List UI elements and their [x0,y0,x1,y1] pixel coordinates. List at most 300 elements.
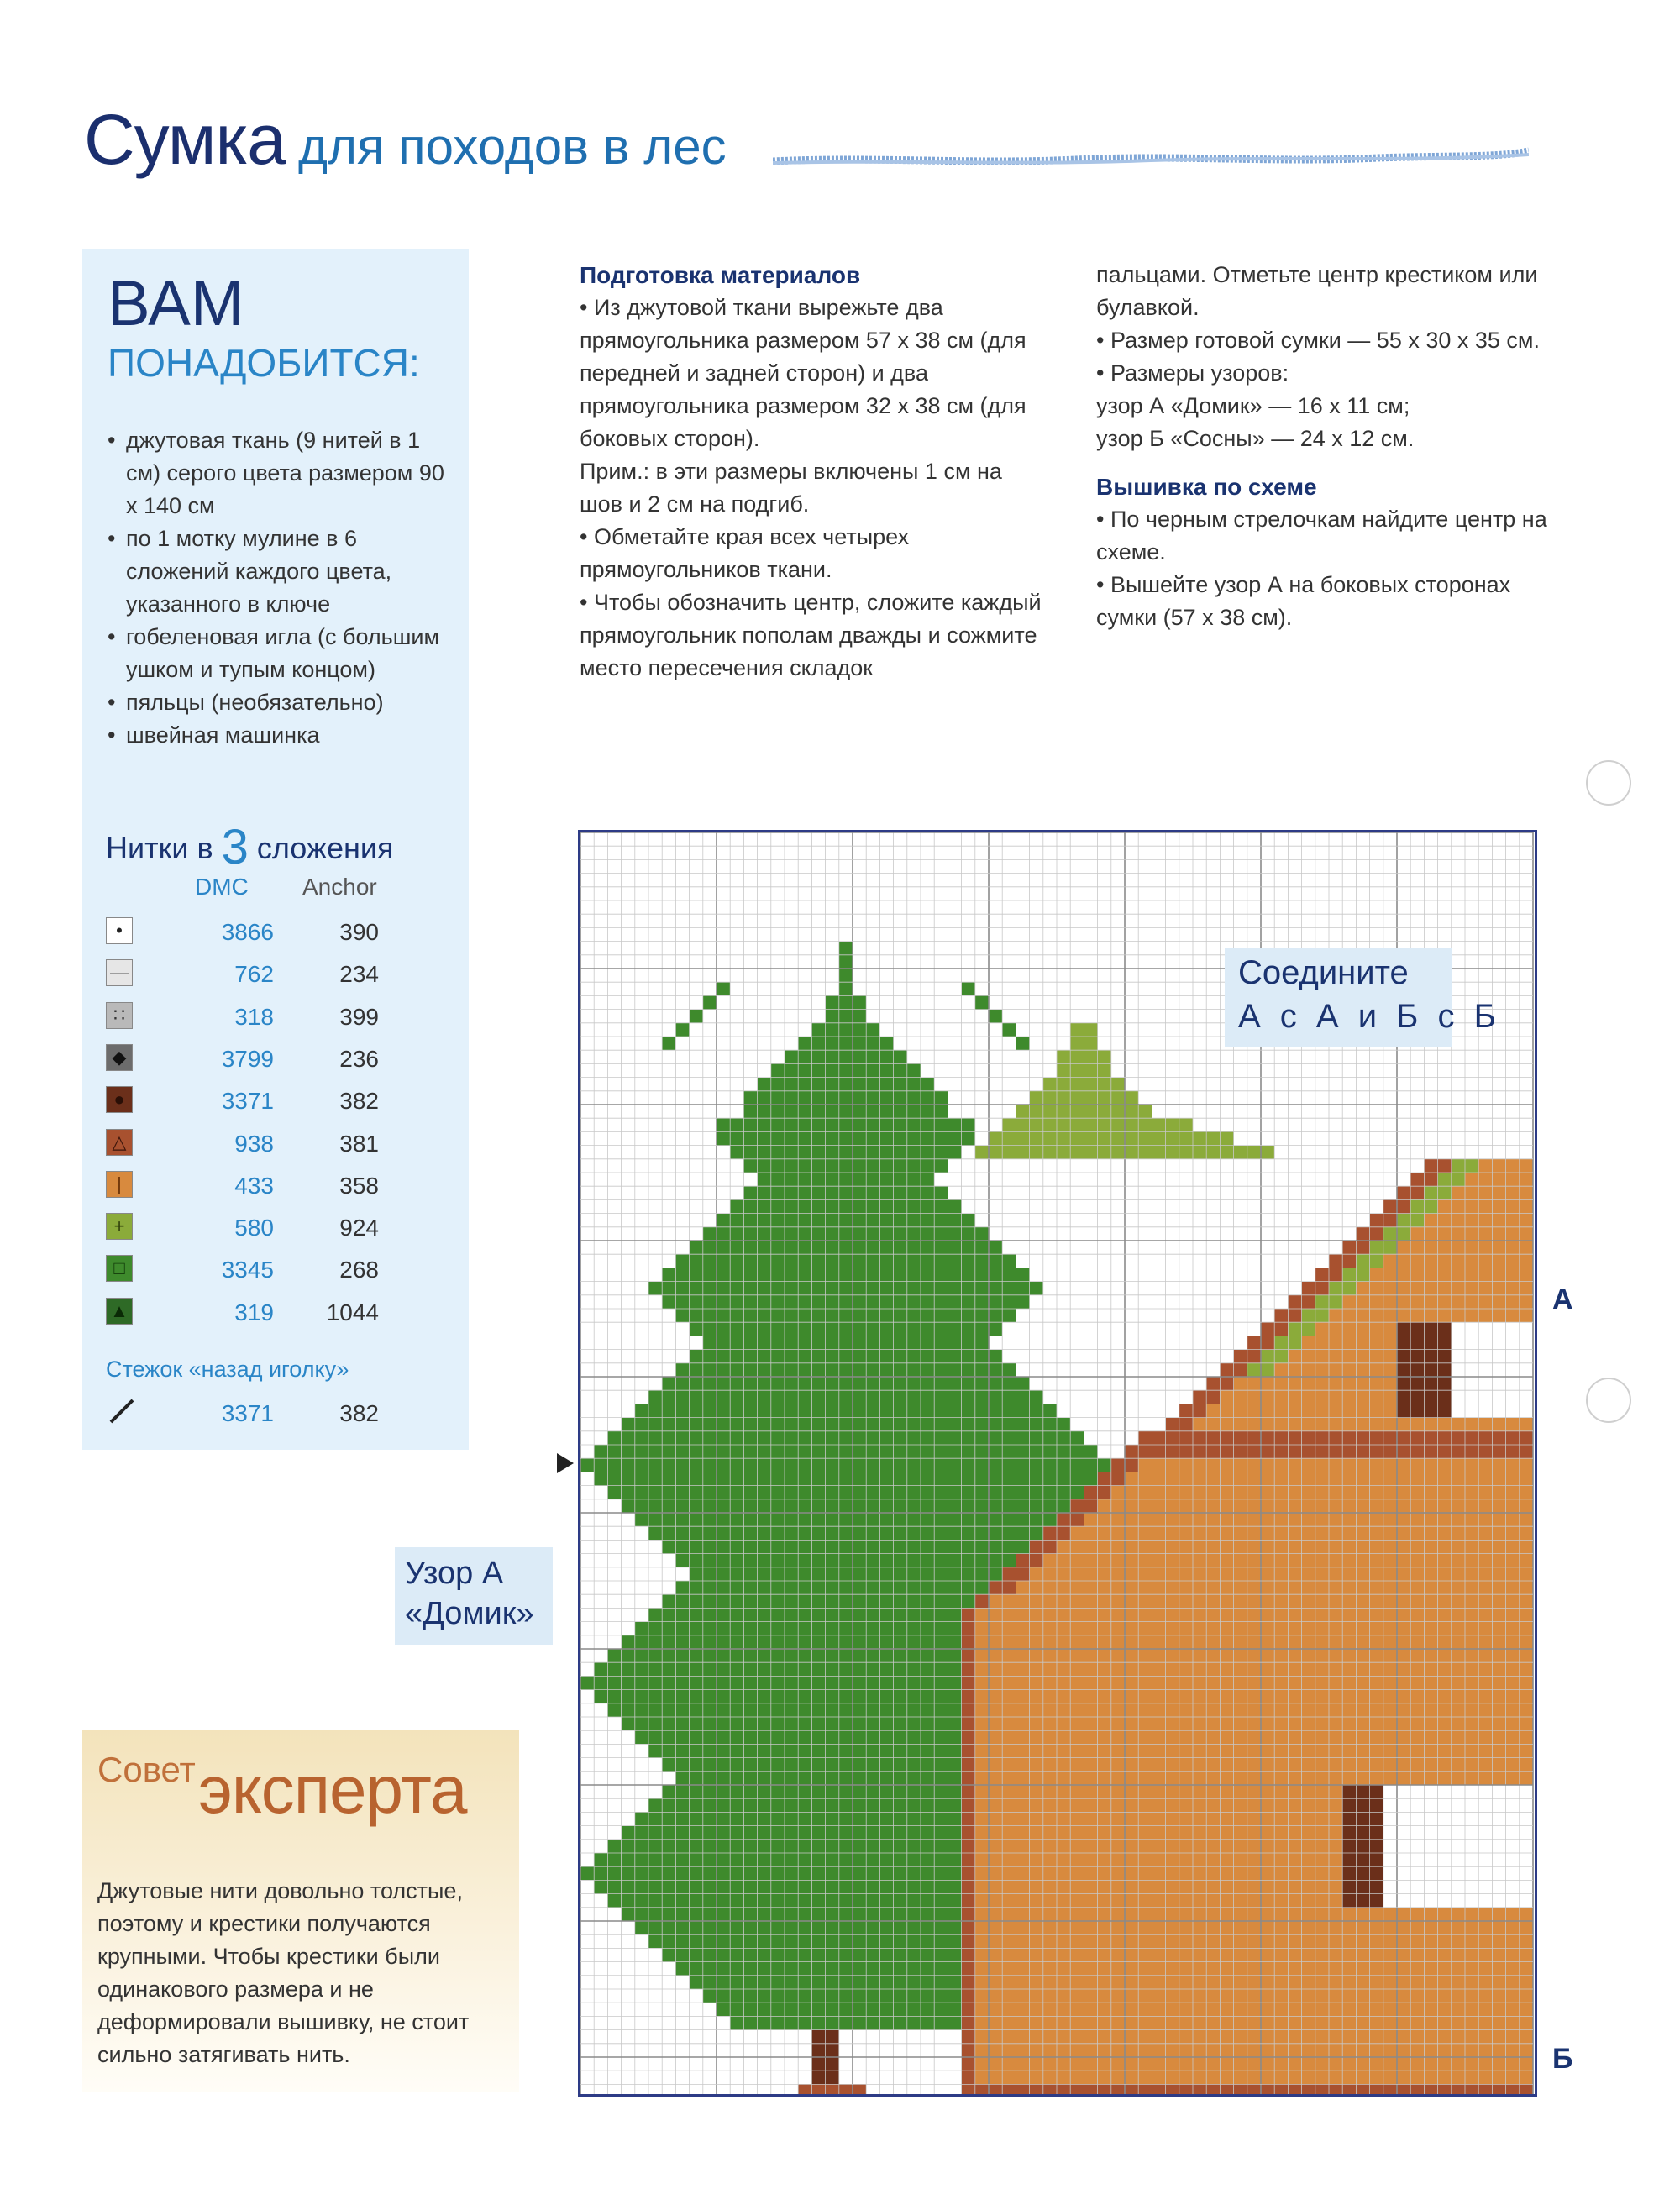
house-stitch [1383,1241,1397,1254]
light-green-stitch [1057,1050,1070,1063]
house-stitch [1261,1594,1274,1608]
tree-stitch [975,1554,989,1567]
tree-stitch [853,1798,866,1812]
tree-stitch [921,1458,934,1472]
house-stitch [1302,1322,1315,1336]
house-stitch [1111,1458,1125,1472]
house-stitch [962,1962,975,1976]
tree-stitch [703,1880,717,1893]
house-stitch [1424,1581,1437,1594]
window-stitch [1424,1363,1437,1377]
tree-stitch [853,1282,866,1295]
house-stitch [1492,2016,1505,2029]
house-stitch [1125,1499,1138,1513]
house-stitch [975,1717,989,1730]
house-stitch [1520,2030,1533,2044]
window-stitch [1356,1785,1369,1798]
tree-stitch [811,1295,825,1309]
house-stitch [1193,1690,1206,1703]
house-stitch [1520,1758,1533,1772]
tree-stitch [743,1772,757,1785]
tree-stitch [894,1322,907,1336]
house-stitch [1220,1690,1233,1703]
house-stitch [962,1662,975,1676]
tree-stitch [662,1866,675,1880]
tree-stitch [879,1526,893,1540]
house-stitch [1166,1894,1179,1908]
house-stitch [1247,1785,1261,1798]
tree-stitch [743,1581,757,1594]
trunk-stitch [826,2044,839,2057]
house-stitch [1111,1962,1125,1976]
house-stitch [1057,1921,1070,1934]
house-stitch [1057,1540,1070,1553]
tree-stitch [894,1676,907,1689]
tree-stitch [717,1486,730,1499]
house-stitch [1410,1227,1424,1241]
house-stitch [989,1785,1002,1798]
tree-stitch [921,1622,934,1635]
house-stitch [989,1948,1002,1961]
tree-stitch [853,1309,866,1322]
tree-stitch [921,1608,934,1621]
tree-stitch [662,1676,675,1689]
window-stitch [1492,1894,1505,1908]
house-stitch [1397,1948,1410,1961]
tree-stitch [879,1513,893,1526]
tree-stitch [690,1785,703,1798]
bag-size: • Размер готовой сумки — 55 х 30 х 35 см. [1096,328,1540,353]
house-stitch [1070,1703,1084,1717]
tree-stitch [811,1608,825,1621]
tree-stitch [690,1622,703,1635]
tree-stitch [690,1772,703,1785]
window-stitch [1424,1377,1437,1390]
tree-stitch [962,1418,975,1431]
house-stitch [1179,1472,1193,1485]
tree-stitch [675,1540,689,1553]
tree-stitch [826,1131,839,1145]
trunk-stitch [811,2084,825,2094]
house-stitch [1125,1730,1138,1744]
house-stitch [1098,1594,1111,1608]
house-stitch [1452,1458,1465,1472]
house-stitch [1302,1418,1315,1431]
tree-stitch [948,1526,961,1540]
window-stitch [1397,1880,1410,1893]
light-green-stitch [1084,1146,1097,1159]
tree-stitch [1043,1472,1057,1485]
house-stitch [1043,1934,1057,1948]
house-stitch [1166,1976,1179,1989]
house-stitch [1424,1690,1437,1703]
tree-stitch [921,1989,934,2003]
tree-stitch [826,1063,839,1077]
tree-stitch [907,1744,921,1757]
tree-stitch [662,1840,675,1853]
house-stitch [1492,1540,1505,1553]
house-stitch [1125,1908,1138,1921]
house-stitch [1247,1962,1261,1976]
tree-stitch [853,1649,866,1662]
tree-stitch [934,1976,948,1989]
tree-stitch [879,1186,893,1199]
house-stitch [1356,1254,1369,1268]
house-stitch [1138,1758,1152,1772]
house-stitch [1302,1499,1315,1513]
house-stitch [1070,1526,1084,1540]
motif-label-line2: «Домик» [405,1596,534,1631]
tree-stitch [934,1309,948,1322]
tree-stitch [962,1118,975,1131]
tree-stitch [743,1241,757,1254]
tree-stitch [921,1268,934,1281]
house-stitch [1152,1989,1165,2003]
house-stitch [1220,1363,1233,1377]
tree-stitch [717,1703,730,1717]
house-stitch [1070,2084,1084,2094]
window-stitch [1452,1880,1465,1893]
tree-stitch [866,1282,879,1295]
house-stitch [1342,1649,1356,1662]
anchor-number: 1044 [326,1299,379,1325]
house-stitch [1383,1934,1397,1948]
house-stitch [1030,1812,1043,1825]
tree-stitch [907,1282,921,1295]
house-stitch [1125,2030,1138,2044]
tree-stitch [798,1418,811,1431]
house-stitch [1397,1690,1410,1703]
house-stitch [1234,1989,1247,2003]
house-stitch [1247,1567,1261,1581]
house-stitch [1288,1472,1301,1485]
tree-stitch [826,1540,839,1553]
window-stitch [1520,1894,1533,1908]
tree-stitch [811,2016,825,2029]
window-stitch [1452,1785,1465,1798]
tree-stitch [866,1458,879,1472]
house-stitch [1342,1976,1356,1989]
window-stitch [1506,1894,1520,1908]
house-stitch [1452,1159,1465,1173]
tree-stitch [839,1227,853,1241]
tree-stitch [826,1649,839,1662]
house-stitch [1043,1948,1057,1961]
house-stitch [1315,1812,1329,1825]
embroidery-step: • По черным стрелочкам найдите центр на схеме. [1096,507,1547,564]
tree-stitch [907,1214,921,1227]
tree-stitch [717,1254,730,1268]
house-stitch [1016,1594,1029,1608]
window-stitch [1438,1350,1452,1363]
tree-stitch [622,1826,635,1840]
tree-stitch [758,1622,771,1635]
tree-stitch [894,1418,907,1431]
tree-stitch [690,1676,703,1689]
window-stitch [1424,1840,1437,1853]
house-stitch [1506,1717,1520,1730]
house-stitch [1070,1649,1084,1662]
house-stitch [1302,1866,1315,1880]
house-stitch [1452,1513,1465,1526]
house-stitch [1478,2084,1492,2094]
tree-stitch [879,1635,893,1649]
house-stitch [1247,1730,1261,1744]
house-stitch [1424,1976,1437,1989]
house-stitch [1030,1622,1043,1635]
house-stitch [1125,2071,1138,2084]
tree-stitch [717,1744,730,1757]
house-stitch [1220,1404,1233,1417]
tree-stitch [1016,1472,1029,1485]
tree-stitch [690,1840,703,1853]
tree-stitch [717,1445,730,1458]
house-stitch [1057,1826,1070,1840]
house-stitch [1016,1567,1029,1581]
house-stitch [1070,2071,1084,2084]
tree-stitch [690,1363,703,1377]
house-stitch [1179,1567,1193,1581]
tree-stitch [1098,1458,1111,1472]
house-stitch [1234,1350,1247,1363]
tree-stitch [607,1894,621,1908]
tree-stitch [948,1499,961,1513]
window-stitch [1370,1826,1383,1840]
house-stitch [1315,1268,1329,1281]
house-stitch [1098,1976,1111,1989]
tree-stitch [894,1268,907,1281]
tree-stitch [648,1798,662,1812]
tree-stitch [811,1921,825,1934]
tree-stitch [811,1131,825,1145]
house-stitch [1478,1241,1492,1254]
tree-stitch [648,1526,662,1540]
house-stitch [1302,1758,1315,1772]
light-green-stitch [1070,1146,1084,1159]
house-stitch [1329,1908,1342,1921]
window-stitch [1438,1322,1452,1336]
house-stitch [1329,1268,1342,1281]
house-stitch [1166,1880,1179,1893]
house-stitch [1506,1214,1520,1227]
house-stitch [1138,1594,1152,1608]
house-stitch [1016,1772,1029,1785]
window-stitch [1410,1853,1424,1866]
house-stitch [1070,1948,1084,1961]
house-stitch [1247,2003,1261,2016]
house-stitch [1302,2071,1315,2084]
house-stitch [1274,1336,1288,1349]
house-stitch [1383,1336,1397,1349]
tree-stitch [894,1622,907,1635]
tree-stitch [758,1377,771,1390]
house-stitch [1370,1554,1383,1567]
window-stitch [1465,1404,1478,1417]
house-stitch [1410,1513,1424,1526]
triangle-outline-symbol-icon: △ [106,1129,133,1156]
tree-stitch [826,1785,839,1798]
house-stitch [1138,2084,1152,2094]
light-green-stitch [1179,1118,1193,1131]
house-stitch [1234,1377,1247,1390]
tree-stitch [839,1866,853,1880]
window-stitch [1452,1363,1465,1377]
tree-stitch [907,1499,921,1513]
tree-stitch [798,1908,811,1921]
tree-stitch [758,1472,771,1485]
house-stitch [1138,1798,1152,1812]
window-stitch [1356,1812,1369,1825]
house-stitch [1520,2016,1533,2029]
tree-stitch [839,1608,853,1621]
house-stitch [1424,1268,1437,1281]
house-stitch [1193,1581,1206,1594]
tree-stitch [785,1730,798,1744]
house-stitch [1478,1159,1492,1173]
tree-stitch [894,1499,907,1513]
tree-stitch [921,1105,934,1118]
house-stitch [1492,2057,1505,2071]
tree-stitch [580,1676,594,1689]
house-stitch [1002,2003,1016,2016]
tree-stitch [785,1934,798,1948]
tree-stitch [730,1772,743,1785]
house-stitch [1302,1934,1315,1948]
tree-stitch [717,1608,730,1621]
tree-stitch [948,1826,961,1840]
house-stitch [1492,1499,1505,1513]
house-stitch [1138,1581,1152,1594]
tree-stitch [730,1309,743,1322]
tree-stitch [785,1826,798,1840]
house-stitch [1342,1268,1356,1281]
house-stitch [1206,1948,1220,1961]
house-stitch [1206,1526,1220,1540]
house-stitch [1370,1458,1383,1472]
light-green-stitch [1084,1023,1097,1037]
tree-stitch [948,1962,961,1976]
tree-stitch [798,1037,811,1050]
house-stitch [1465,1717,1478,1730]
house-stitch [975,1649,989,1662]
tree-stitch [607,1703,621,1717]
house-stitch [1166,1962,1179,1976]
tree-stitch [853,1037,866,1050]
tree-stitch [730,1962,743,1976]
tree-stitch [662,1390,675,1404]
tree-stitch [948,1758,961,1772]
house-stitch [1138,1690,1152,1703]
house-stitch [1261,1934,1274,1948]
backstitch-line-icon [108,1397,136,1425]
house-stitch [1315,1390,1329,1404]
house-stitch [1383,1948,1397,1961]
house-stitch [1288,1309,1301,1322]
tree-stitch [730,1295,743,1309]
tree-stitch [1002,1526,1016,1540]
tree-stitch [717,1404,730,1417]
tree-stitch [743,1282,757,1295]
tree-stitch [648,1404,662,1417]
house-stitch [1084,1826,1097,1840]
window-stitch [1438,1363,1452,1377]
tree-stitch [648,1880,662,1893]
tree-stitch [907,1445,921,1458]
house-stitch [1465,1744,1478,1757]
house-stitch [1016,1662,1029,1676]
tree-stitch [798,1962,811,1976]
house-stitch [1179,2084,1193,2094]
house-stitch [1520,1282,1533,1295]
tree-stitch [717,1554,730,1567]
house-stitch [1274,1608,1288,1621]
house-stitch [1383,1322,1397,1336]
window-stitch [1452,1390,1465,1404]
house-stitch [1520,2003,1533,2016]
tree-stitch [866,1676,879,1689]
plus-symbol-icon: + [106,1213,133,1240]
house-stitch [1261,1635,1274,1649]
window-stitch [1465,1377,1478,1390]
tree-stitch [866,1037,879,1050]
thread-key-row [106,994,459,1036]
tree-stitch [743,1730,757,1744]
thread-key-title: Нитки в 3 сложения [106,820,394,874]
tree-stitch [798,1840,811,1853]
house-stitch [1288,1458,1301,1472]
house-stitch [1492,1173,1505,1186]
house-stitch [1152,1581,1165,1594]
house-stitch [1274,1431,1288,1445]
house-stitch [1206,1840,1220,1853]
tree-stitch [798,1254,811,1268]
house-stitch [1070,1608,1084,1621]
house-stitch [1520,1744,1533,1757]
tree-stitch [607,1866,621,1880]
house-stitch [1234,1921,1247,1934]
tree-stitch [853,1390,866,1404]
tree-stitch [730,1513,743,1526]
house-stitch [1261,1880,1274,1893]
tree-stitch [675,1390,689,1404]
window-stitch [1506,1322,1520,1336]
house-stitch [1193,1431,1206,1445]
tree-stitch [648,1458,662,1472]
house-stitch [1329,1840,1342,1853]
tree-stitch [975,1282,989,1295]
light-green-stitch [1084,1105,1097,1118]
tree-stitch [743,1214,757,1227]
tree-stitch [1043,1486,1057,1499]
house-stitch [1193,1540,1206,1553]
window-stitch [1492,1853,1505,1866]
house-stitch [1397,1282,1410,1295]
house-stitch [1506,1662,1520,1676]
tree-stitch [743,1798,757,1812]
house-stitch [1002,1812,1016,1825]
tree-stitch [743,1309,757,1322]
tree-stitch [798,1540,811,1553]
tree-stitch [1030,1390,1043,1404]
tree-stitch [879,1282,893,1295]
house-stitch [1057,1785,1070,1798]
tree-stitch [962,1404,975,1417]
tree-stitch [798,1445,811,1458]
tree-stitch [879,1785,893,1798]
light-green-stitch [1043,1105,1057,1118]
tree-stitch [826,1853,839,1866]
house-stitch [1070,1840,1084,1853]
